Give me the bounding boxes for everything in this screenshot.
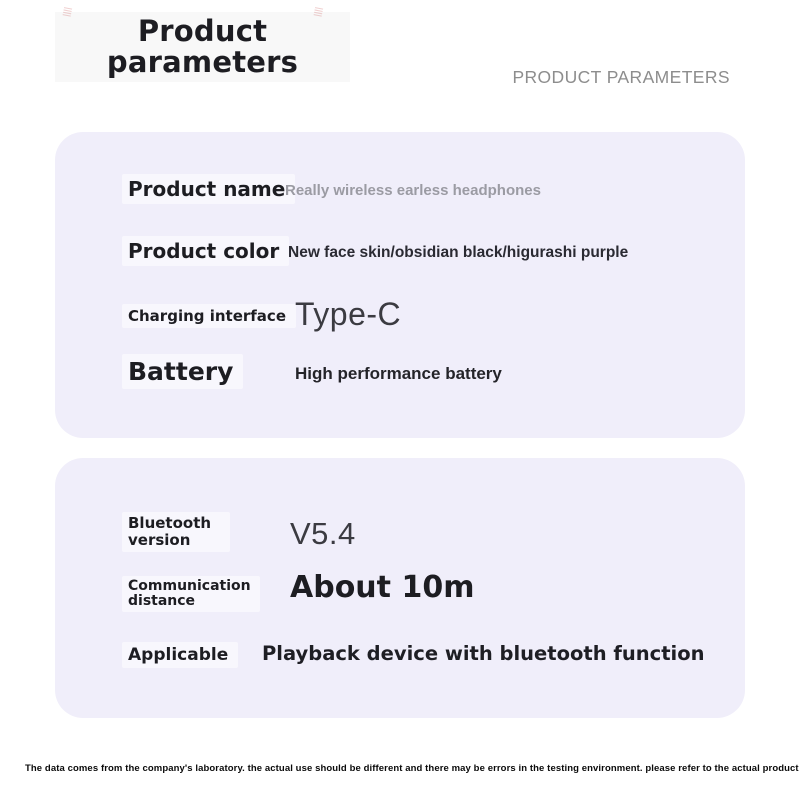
spec-value: New face skin/obsidian black/higurashi purple: [288, 244, 629, 261]
spec-label: Communication distance: [122, 576, 260, 612]
spec-value: Really wireless earless headphones: [285, 182, 541, 199]
spec-label: Charging interface: [122, 304, 296, 328]
spec-value: V5.4: [290, 516, 356, 551]
spec-label: Battery: [122, 354, 243, 389]
page-title: Product parameters: [106, 14, 299, 79]
spec-label: Applicable: [122, 642, 238, 668]
corner-stamp-right-icon: ≣: [311, 3, 326, 20]
spec-card-bluetooth: [55, 458, 745, 718]
disclaimer-text: The data comes from the company's laboratory. the actual use should be different and there may be errors in the testing environment. please refer to the actual product: [25, 763, 799, 774]
spec-label: Product name: [122, 174, 295, 204]
spec-card-main: [55, 132, 745, 438]
spec-value: High performance battery: [295, 364, 502, 383]
spec-value: Type-C: [295, 296, 402, 332]
spec-label: Bluetooth version: [122, 512, 230, 552]
page-subtitle: PRODUCT PARAMETERS: [512, 67, 730, 87]
title-banner: [55, 3, 350, 82]
spec-value: Playback device with bluetooth function: [262, 642, 705, 665]
spec-label: Product color: [122, 236, 289, 266]
spec-value: About 10m: [290, 570, 475, 605]
corner-stamp-left-icon: ≣: [60, 3, 75, 20]
